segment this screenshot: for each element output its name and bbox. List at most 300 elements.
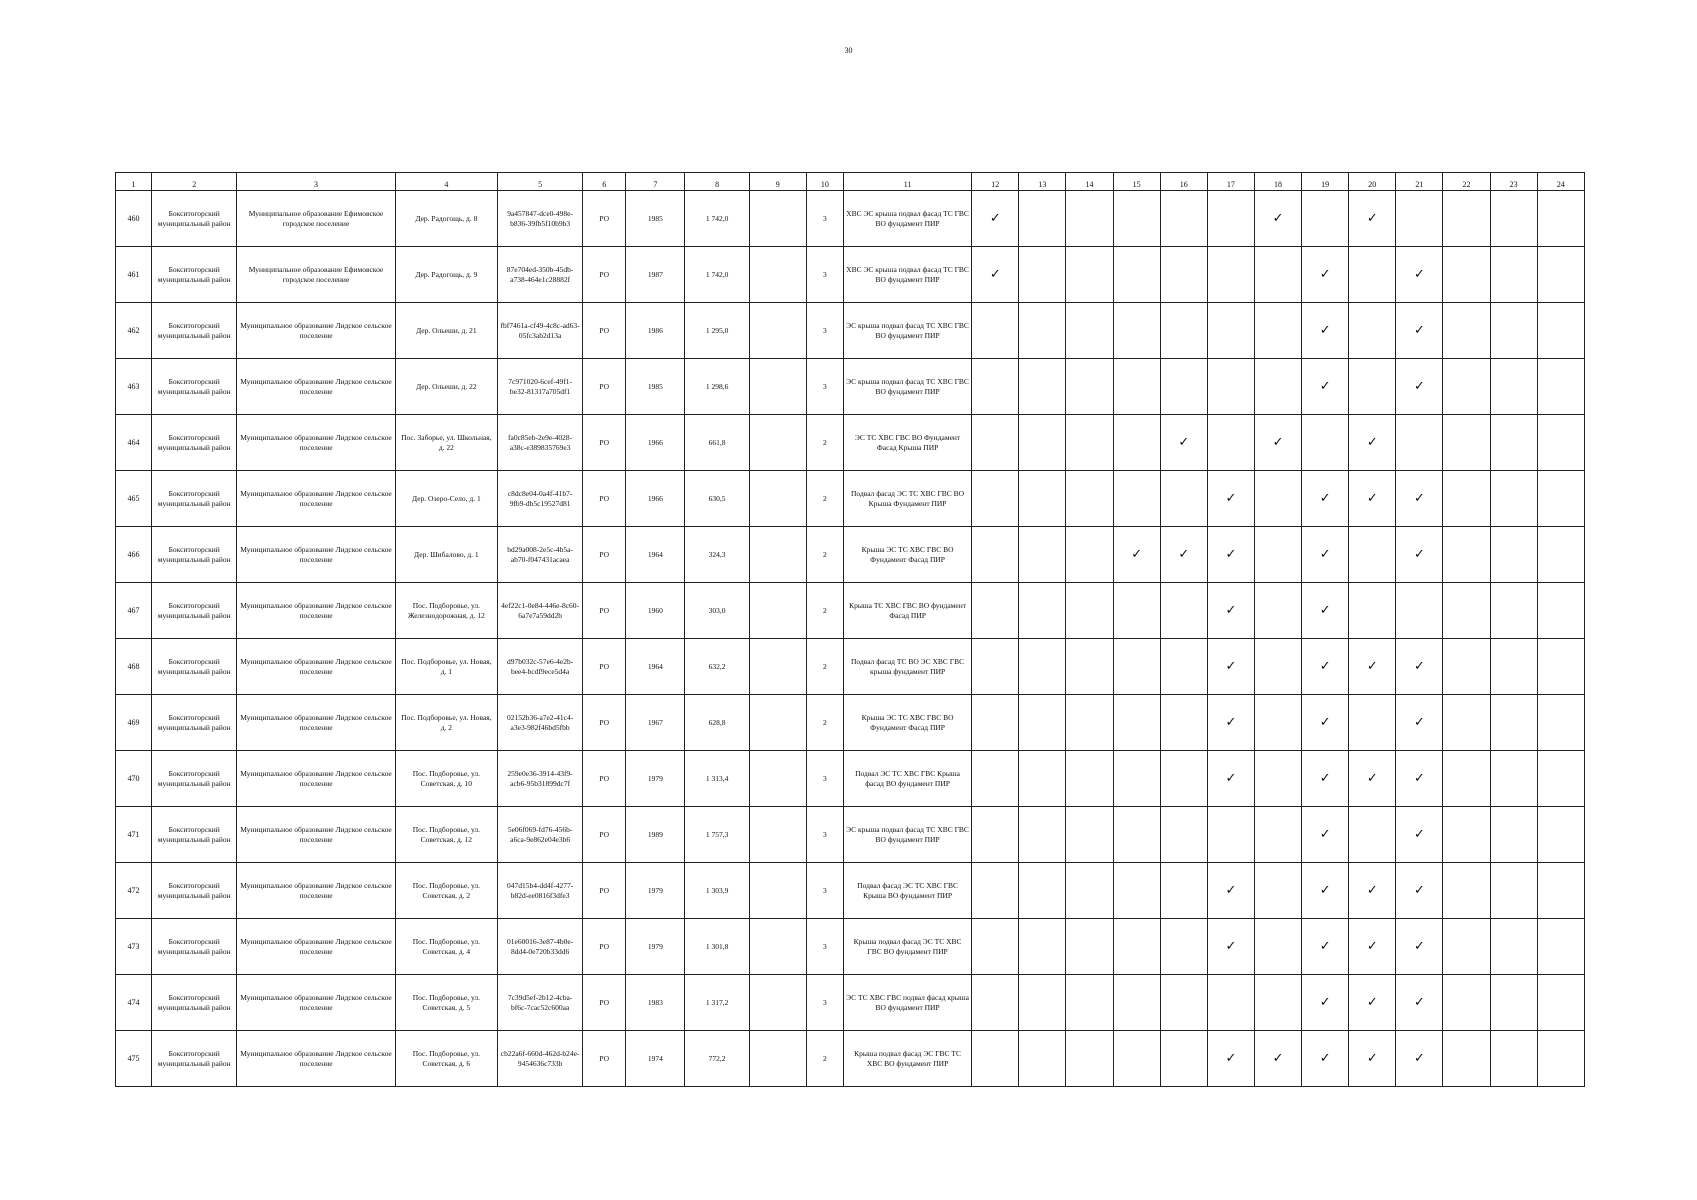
column-header-16: 16 — [1160, 173, 1207, 191]
works-cell: Подвал фасад ЭС ТС ХВС ГВС Крыша ВО фундамент ПИР — [843, 863, 971, 919]
year-cell: 1986 — [626, 303, 685, 359]
district-cell: Бокситогорский муниципальный район — [152, 975, 237, 1031]
table-row — [116, 583, 1585, 639]
checkmark-icon: ✓ — [1349, 639, 1396, 695]
area-cell: 303,0 — [685, 583, 749, 639]
row-number: 462 — [116, 303, 152, 359]
empty-cell — [1113, 191, 1160, 247]
empty-cell — [1160, 247, 1207, 303]
empty-cell — [1443, 695, 1490, 751]
column-10-cell: 2 — [806, 527, 843, 583]
column-9-cell — [749, 1031, 806, 1087]
column-10-cell: 2 — [806, 1031, 843, 1087]
district-cell: Бокситогорский муниципальный район — [152, 639, 237, 695]
year-cell: 1979 — [626, 919, 685, 975]
municipality-cell: Муниципальное образование Лидское сельское поселение — [237, 863, 395, 919]
empty-cell — [1207, 975, 1254, 1031]
table-row — [116, 359, 1585, 415]
ownership-form-cell: РО — [583, 415, 626, 471]
checkmark-icon: ✓ — [1396, 303, 1443, 359]
checkmark-icon: ✓ — [1396, 359, 1443, 415]
empty-cell — [1160, 583, 1207, 639]
column-header-1: 1 — [116, 173, 152, 191]
year-cell: 1974 — [626, 1031, 685, 1087]
empty-cell — [1113, 303, 1160, 359]
column-9-cell — [749, 303, 806, 359]
works-cell: Крыша ЭС ТС ХВС ГВС ВО Фундамент Фасад ПИР — [843, 527, 971, 583]
column-header-8: 8 — [685, 173, 749, 191]
column-10-cell: 3 — [806, 303, 843, 359]
checkmark-icon: ✓ — [1396, 527, 1443, 583]
area-cell: 632,2 — [685, 639, 749, 695]
column-10-cell: 3 — [806, 863, 843, 919]
guid-cell: d97b032c-57e6-4e2b-bee4-bcdf9ece5d4a — [498, 639, 583, 695]
municipality-cell: Муниципальное образование Лидское сельское поселение — [237, 359, 395, 415]
empty-cell — [1443, 247, 1490, 303]
column-10-cell: 2 — [806, 695, 843, 751]
row-number: 473 — [116, 919, 152, 975]
column-10-cell: 3 — [806, 247, 843, 303]
checkmark-icon: ✓ — [1207, 583, 1254, 639]
checkmark-icon: ✓ — [1207, 1031, 1254, 1087]
checkmark-icon: ✓ — [1207, 751, 1254, 807]
area-cell: 1 742,0 — [685, 247, 749, 303]
district-cell: Бокситогорский муниципальный район — [152, 303, 237, 359]
empty-cell — [972, 751, 1019, 807]
guid-cell: 02152b36-a7e2-41c4-a3e3-982f46bd5fbb — [498, 695, 583, 751]
empty-cell — [1113, 583, 1160, 639]
checkmark-icon: ✓ — [1396, 975, 1443, 1031]
column-header-6: 6 — [583, 173, 626, 191]
column-header-19: 19 — [1302, 173, 1349, 191]
column-header-7: 7 — [626, 173, 685, 191]
empty-cell — [1066, 639, 1113, 695]
empty-cell — [972, 639, 1019, 695]
checkmark-icon: ✓ — [1396, 471, 1443, 527]
empty-cell — [1490, 359, 1537, 415]
checkmark-icon: ✓ — [1349, 471, 1396, 527]
district-cell: Бокситогорский муниципальный район — [152, 471, 237, 527]
empty-cell — [1066, 191, 1113, 247]
empty-cell — [1113, 1031, 1160, 1087]
empty-cell — [1066, 975, 1113, 1031]
empty-cell — [1160, 1031, 1207, 1087]
row-number: 464 — [116, 415, 152, 471]
row-number: 470 — [116, 751, 152, 807]
column-header-4: 4 — [395, 173, 497, 191]
table-body — [116, 191, 1585, 1087]
ownership-form-cell: РО — [583, 471, 626, 527]
empty-cell — [1019, 471, 1066, 527]
checkmark-icon: ✓ — [972, 191, 1019, 247]
guid-cell: 87e704ed-350b-45db-a738-464e1c28882f — [498, 247, 583, 303]
works-cell: Крыша ТС ХВС ГВС ВО фундамент Фасад ПИР — [843, 583, 971, 639]
column-header-3: 3 — [237, 173, 395, 191]
empty-cell — [1537, 191, 1584, 247]
table-row — [116, 807, 1585, 863]
checkmark-icon: ✓ — [1349, 751, 1396, 807]
empty-cell — [1537, 359, 1584, 415]
empty-cell — [1019, 527, 1066, 583]
table-row — [116, 303, 1585, 359]
area-cell: 630,5 — [685, 471, 749, 527]
checkmark-icon: ✓ — [1207, 471, 1254, 527]
column-10-cell: 3 — [806, 975, 843, 1031]
table-row — [116, 695, 1585, 751]
empty-cell — [1443, 359, 1490, 415]
year-cell: 1979 — [626, 863, 685, 919]
empty-cell — [1160, 303, 1207, 359]
guid-cell: 5e06f069-fd76-456b-a6ca-9e862e04e3b6 — [498, 807, 583, 863]
column-10-cell: 3 — [806, 919, 843, 975]
empty-cell — [1349, 583, 1396, 639]
empty-cell — [1113, 695, 1160, 751]
column-header-9: 9 — [749, 173, 806, 191]
empty-cell — [1443, 639, 1490, 695]
empty-cell — [1490, 919, 1537, 975]
empty-cell — [1254, 751, 1301, 807]
guid-cell: fbf7461a-cf49-4c8c-ad63-05fc3ab2d13a — [498, 303, 583, 359]
municipality-cell: Муниципальное образование Лидское сельское поселение — [237, 415, 395, 471]
empty-cell — [1160, 639, 1207, 695]
column-9-cell — [749, 471, 806, 527]
empty-cell — [1537, 1031, 1584, 1087]
empty-cell — [1254, 303, 1301, 359]
checkmark-icon: ✓ — [1254, 1031, 1301, 1087]
register-table — [115, 172, 1585, 1087]
district-cell: Бокситогорский муниципальный район — [152, 807, 237, 863]
column-header-14: 14 — [1066, 173, 1113, 191]
empty-cell — [1254, 695, 1301, 751]
empty-cell — [1443, 583, 1490, 639]
column-10-cell: 3 — [806, 807, 843, 863]
table-row — [116, 527, 1585, 583]
empty-cell — [1443, 303, 1490, 359]
empty-cell — [1207, 303, 1254, 359]
area-cell: 1 742,0 — [685, 191, 749, 247]
municipality-cell: Муниципальное образование Лидское сельское поселение — [237, 695, 395, 751]
empty-cell — [972, 471, 1019, 527]
ownership-form-cell: РО — [583, 639, 626, 695]
guid-cell: bd29a008-2e5c-4b5a-ab70-f047431acaea — [498, 527, 583, 583]
area-cell: 1 298,6 — [685, 359, 749, 415]
checkmark-icon: ✓ — [1349, 1031, 1396, 1087]
table-row — [116, 639, 1585, 695]
empty-cell — [1254, 359, 1301, 415]
empty-cell — [1537, 863, 1584, 919]
empty-cell — [1066, 919, 1113, 975]
column-9-cell — [749, 191, 806, 247]
year-cell: 1960 — [626, 583, 685, 639]
works-cell: ЭС крыша подвал фасад ТС ХВС ГВС ВО фундамент ПИР — [843, 303, 971, 359]
empty-cell — [1537, 247, 1584, 303]
checkmark-icon: ✓ — [1302, 975, 1349, 1031]
empty-cell — [1490, 695, 1537, 751]
checkmark-icon: ✓ — [1349, 975, 1396, 1031]
empty-cell — [1160, 359, 1207, 415]
empty-cell — [972, 1031, 1019, 1087]
column-header-2: 2 — [152, 173, 237, 191]
row-number: 465 — [116, 471, 152, 527]
works-cell: ЭС ТС ХВС ГВС подвал фасад крыша ВО фундамент ПИР — [843, 975, 971, 1031]
empty-cell — [1019, 751, 1066, 807]
column-header-15: 15 — [1113, 173, 1160, 191]
ownership-form-cell: РО — [583, 695, 626, 751]
empty-cell — [1537, 919, 1584, 975]
empty-cell — [1019, 919, 1066, 975]
empty-cell — [1207, 807, 1254, 863]
empty-cell — [1019, 583, 1066, 639]
empty-cell — [1113, 359, 1160, 415]
checkmark-icon: ✓ — [1302, 919, 1349, 975]
empty-cell — [1490, 247, 1537, 303]
empty-cell — [1066, 807, 1113, 863]
empty-cell — [1019, 415, 1066, 471]
column-10-cell: 3 — [806, 751, 843, 807]
guid-cell: fa0c85eb-2e9e-4028-a38c-e389835769e3 — [498, 415, 583, 471]
year-cell: 1979 — [626, 751, 685, 807]
table-row — [116, 975, 1585, 1031]
address-cell: Дер. Ольеши, д. 21 — [395, 303, 497, 359]
empty-cell — [1113, 415, 1160, 471]
column-header-24: 24 — [1537, 173, 1584, 191]
checkmark-icon: ✓ — [972, 247, 1019, 303]
ownership-form-cell: РО — [583, 359, 626, 415]
empty-cell — [1490, 415, 1537, 471]
empty-cell — [1019, 1031, 1066, 1087]
checkmark-icon: ✓ — [1302, 695, 1349, 751]
empty-cell — [1066, 527, 1113, 583]
empty-cell — [1113, 471, 1160, 527]
checkmark-icon: ✓ — [1349, 415, 1396, 471]
guid-cell: cb22a6f-660d-462d-b24e-9454636c733b — [498, 1031, 583, 1087]
year-cell: 1964 — [626, 527, 685, 583]
empty-cell — [1113, 807, 1160, 863]
empty-cell — [1019, 191, 1066, 247]
empty-cell — [1490, 303, 1537, 359]
year-cell: 1985 — [626, 191, 685, 247]
empty-cell — [972, 975, 1019, 1031]
area-cell: 1 301,8 — [685, 919, 749, 975]
empty-cell — [1066, 471, 1113, 527]
column-9-cell — [749, 863, 806, 919]
empty-cell — [1443, 863, 1490, 919]
empty-cell — [972, 527, 1019, 583]
column-9-cell — [749, 359, 806, 415]
checkmark-icon: ✓ — [1302, 247, 1349, 303]
year-cell: 1964 — [626, 639, 685, 695]
table-row — [116, 471, 1585, 527]
works-cell: ЭС ТС ХВС ГВС ВО Фундамент Фасад Крыша ПИР — [843, 415, 971, 471]
empty-cell — [1160, 919, 1207, 975]
column-9-cell — [749, 919, 806, 975]
address-cell: Дер. Шибалово, д. 1 — [395, 527, 497, 583]
column-header-5: 5 — [498, 173, 583, 191]
column-9-cell — [749, 975, 806, 1031]
area-cell: 661,8 — [685, 415, 749, 471]
municipality-cell: Муниципальное образование Ефимовское городское поселение — [237, 247, 395, 303]
row-number: 463 — [116, 359, 152, 415]
column-header-23: 23 — [1490, 173, 1537, 191]
works-cell: Крыша подвал фасад ЭС ТС ХВС ГВС ВО фундамент ПИР — [843, 919, 971, 975]
district-cell: Бокситогорский муниципальный район — [152, 415, 237, 471]
column-header-22: 22 — [1443, 173, 1490, 191]
area-cell: 1 295,0 — [685, 303, 749, 359]
address-cell: Пос. Заборье, ул. Школьная, д. 22 — [395, 415, 497, 471]
area-cell: 1 757,3 — [685, 807, 749, 863]
empty-cell — [1490, 471, 1537, 527]
empty-cell — [1113, 975, 1160, 1031]
checkmark-icon: ✓ — [1302, 751, 1349, 807]
empty-cell — [1537, 695, 1584, 751]
checkmark-icon: ✓ — [1207, 639, 1254, 695]
address-cell: Дер. Радогощь, д. 9 — [395, 247, 497, 303]
column-9-cell — [749, 415, 806, 471]
empty-cell — [1160, 471, 1207, 527]
empty-cell — [1019, 303, 1066, 359]
guid-cell: 7c39d5ef-2b12-4cba-bf6c-7cac52c600aa — [498, 975, 583, 1031]
empty-cell — [1019, 863, 1066, 919]
empty-cell — [1160, 975, 1207, 1031]
column-9-cell — [749, 807, 806, 863]
year-cell: 1966 — [626, 471, 685, 527]
empty-cell — [1302, 191, 1349, 247]
empty-cell — [1349, 359, 1396, 415]
empty-cell — [1254, 247, 1301, 303]
ownership-form-cell: РО — [583, 919, 626, 975]
empty-cell — [1019, 359, 1066, 415]
municipality-cell: Муниципальное образование Лидское сельское поселение — [237, 527, 395, 583]
municipality-cell: Муниципальное образование Лидское сельское поселение — [237, 975, 395, 1031]
column-9-cell — [749, 751, 806, 807]
ownership-form-cell: РО — [583, 975, 626, 1031]
empty-cell — [1302, 415, 1349, 471]
empty-cell — [1490, 807, 1537, 863]
ownership-form-cell: РО — [583, 863, 626, 919]
municipality-cell: Муниципальное образование Лидское сельское поселение — [237, 751, 395, 807]
empty-cell — [1443, 975, 1490, 1031]
year-cell: 1966 — [626, 415, 685, 471]
empty-cell — [1160, 695, 1207, 751]
empty-cell — [1066, 751, 1113, 807]
column-header-10: 10 — [806, 173, 843, 191]
empty-cell — [1160, 191, 1207, 247]
column-header-21: 21 — [1396, 173, 1443, 191]
ownership-form-cell: РО — [583, 303, 626, 359]
address-cell: Пос. Подборовье, ул. Советская, д. 10 — [395, 751, 497, 807]
empty-cell — [1066, 863, 1113, 919]
empty-cell — [1254, 583, 1301, 639]
empty-cell — [1443, 919, 1490, 975]
empty-cell — [1396, 583, 1443, 639]
guid-cell: 259e0e36-3914-43f9-acb6-95b31899dc7f — [498, 751, 583, 807]
address-cell: Пос. Подборовье, ул. Железнодорожная, д. 12 — [395, 583, 497, 639]
column-header-12: 12 — [972, 173, 1019, 191]
empty-cell — [1113, 919, 1160, 975]
works-cell: ХВС ЭС крыша подвал фасад ТС ГВС ВО фундамент ПИР — [843, 191, 971, 247]
address-cell: Дер. Радогощь, д. 8 — [395, 191, 497, 247]
column-header-11: 11 — [843, 173, 971, 191]
checkmark-icon: ✓ — [1254, 191, 1301, 247]
empty-cell — [1443, 471, 1490, 527]
empty-cell — [1537, 751, 1584, 807]
district-cell: Бокситогорский муниципальный район — [152, 191, 237, 247]
empty-cell — [1537, 415, 1584, 471]
column-header-18: 18 — [1254, 173, 1301, 191]
empty-cell — [1019, 695, 1066, 751]
address-cell: Пос. Подборовье, ул. Советская, д. 4 — [395, 919, 497, 975]
column-10-cell: 2 — [806, 583, 843, 639]
checkmark-icon: ✓ — [1207, 863, 1254, 919]
empty-cell — [1443, 191, 1490, 247]
address-cell: Дер. Озеро-Село, д. 1 — [395, 471, 497, 527]
works-cell: Подвал фасад ЭС ТС ХВС ГВС ВО Крыша Фундамент ПИР — [843, 471, 971, 527]
checkmark-icon: ✓ — [1160, 415, 1207, 471]
address-cell: Пос. Подборовье, ул. Советская, д. 2 — [395, 863, 497, 919]
municipality-cell: Муниципальное образование Лидское сельское поселение — [237, 639, 395, 695]
address-cell: Дер. Ольеши, д. 22 — [395, 359, 497, 415]
row-number: 461 — [116, 247, 152, 303]
table-row — [116, 751, 1585, 807]
empty-cell — [1207, 191, 1254, 247]
column-header-17: 17 — [1207, 173, 1254, 191]
checkmark-icon: ✓ — [1396, 751, 1443, 807]
empty-cell — [1019, 975, 1066, 1031]
empty-cell — [1537, 639, 1584, 695]
column-9-cell — [749, 695, 806, 751]
checkmark-icon: ✓ — [1207, 527, 1254, 583]
table-row — [116, 415, 1585, 471]
checkmark-icon: ✓ — [1396, 247, 1443, 303]
guid-cell: c8dc8e04-0a4f-41b7-9fb9-db5c19527d81 — [498, 471, 583, 527]
table-row — [116, 863, 1585, 919]
checkmark-icon: ✓ — [1396, 639, 1443, 695]
guid-cell: 7c971020-6cef-49f1-be32-81317a705df1 — [498, 359, 583, 415]
checkmark-icon: ✓ — [1302, 359, 1349, 415]
empty-cell — [1019, 247, 1066, 303]
empty-cell — [1066, 247, 1113, 303]
checkmark-icon: ✓ — [1302, 303, 1349, 359]
column-9-cell — [749, 527, 806, 583]
empty-cell — [972, 807, 1019, 863]
empty-cell — [1490, 751, 1537, 807]
empty-cell — [1443, 751, 1490, 807]
guid-cell: 01e60016-3e87-4b0e-8dd4-0e720b33dd6 — [498, 919, 583, 975]
works-cell: Крыша подвал фасад ЭС ГВС ТС ХВС ВО фундамент ПИР — [843, 1031, 971, 1087]
year-cell: 1967 — [626, 695, 685, 751]
checkmark-icon: ✓ — [1207, 919, 1254, 975]
district-cell: Бокситогорский муниципальный район — [152, 527, 237, 583]
empty-cell — [1490, 863, 1537, 919]
district-cell: Бокситогорский муниципальный район — [152, 359, 237, 415]
address-cell: Пос. Подборовье, ул. Советская, д. 12 — [395, 807, 497, 863]
empty-cell — [1490, 639, 1537, 695]
works-cell: Крыша ЭС ТС ХВС ГВС ВО Фундамент Фасад ПИР — [843, 695, 971, 751]
ownership-form-cell: РО — [583, 527, 626, 583]
empty-cell — [1490, 975, 1537, 1031]
empty-cell — [972, 303, 1019, 359]
works-cell: ХВС ЭС крыша подвал фасад ТС ГВС ВО фундамент ПИР — [843, 247, 971, 303]
checkmark-icon: ✓ — [1396, 807, 1443, 863]
checkmark-icon: ✓ — [1302, 1031, 1349, 1087]
empty-cell — [1113, 639, 1160, 695]
municipality-cell: Муниципальное образование Лидское сельское поселение — [237, 919, 395, 975]
municipality-cell: Муниципальное образование Лидское сельское поселение — [237, 1031, 395, 1087]
empty-cell — [1066, 695, 1113, 751]
column-9-cell — [749, 583, 806, 639]
area-cell: 1 317,2 — [685, 975, 749, 1031]
empty-cell — [1349, 247, 1396, 303]
